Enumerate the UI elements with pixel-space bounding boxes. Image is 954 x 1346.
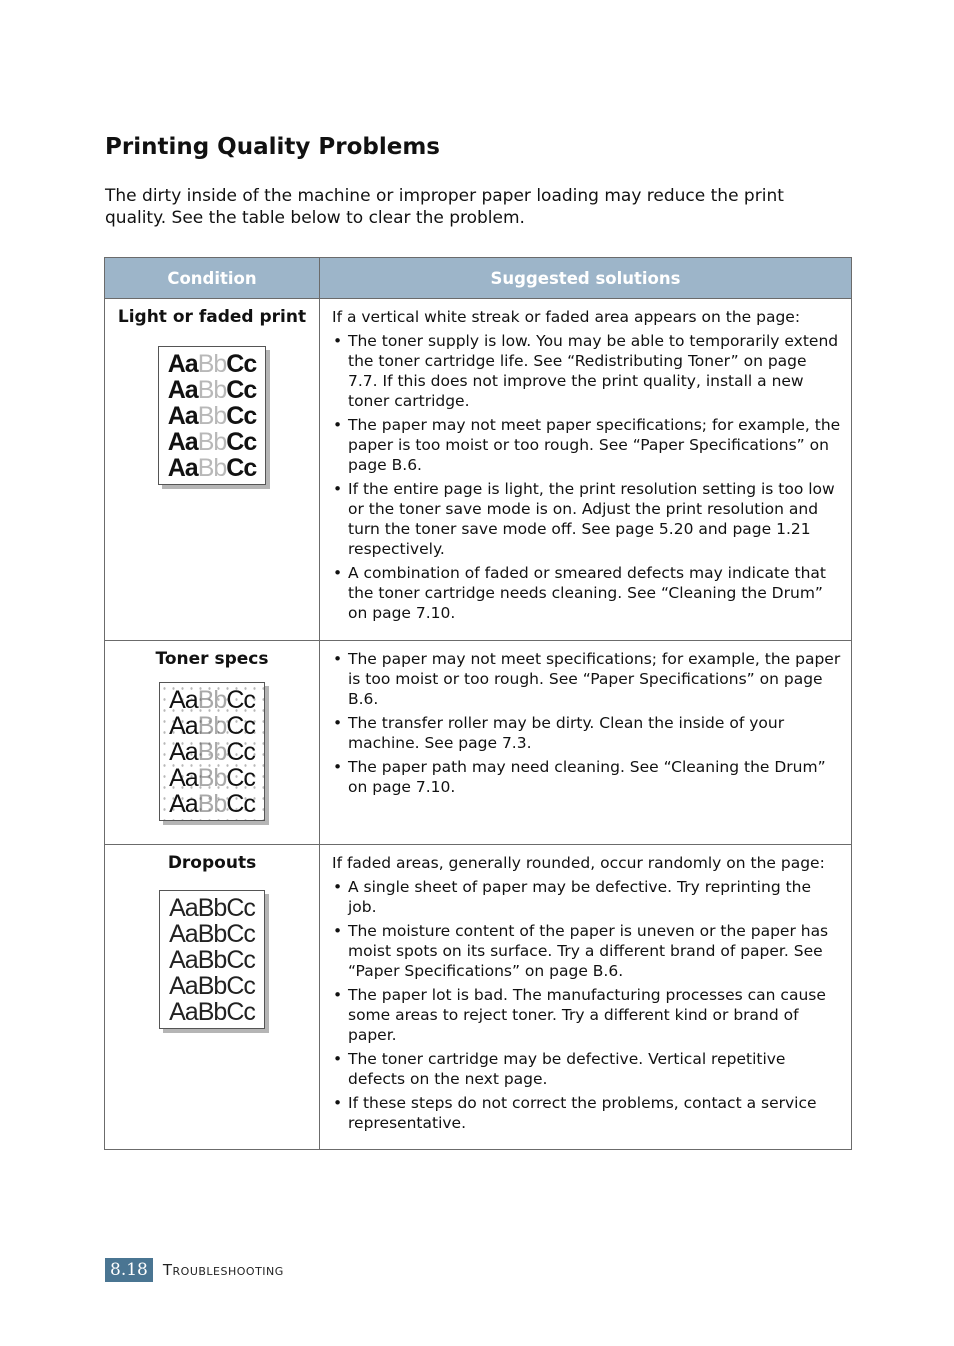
sample-line: AaBbCc xyxy=(167,376,257,404)
solutions-cell xyxy=(320,641,852,845)
solution-lead: If a vertical white streak or faded area appears on the page: xyxy=(332,308,801,326)
sample-line: AaBbCc xyxy=(169,764,255,792)
list-item: • A single sheet of paper may be defective. Try reprinting the job. xyxy=(332,877,841,917)
table-header-row xyxy=(105,258,852,299)
solutions-cell xyxy=(320,845,852,1150)
list-item: • If the entire page is light, the print resolution setting is too low or the toner save mode is on. Adjust the print resolution and turn the toner save mode off. See page 5.20 and page 1.21 respectively. xyxy=(332,479,841,559)
list-item: • The paper may not meet paper specifications; for example, the paper is too moist or too rough. See “Paper Specifications” on page B.6. xyxy=(332,415,841,475)
solutions-cell xyxy=(320,299,852,641)
page-number-badge: 8.18 xyxy=(105,1258,153,1282)
list-item: • The paper may not meet specifications; for example, the paper is too moist or too rough. See “Paper Specifications” on page B.6. xyxy=(332,649,841,709)
header-condition: Condition xyxy=(105,258,320,299)
list-item: • The moisture content of the paper is uneven or the paper has moist spots on its surface. Try a different brand of paper. See “Paper Specifications” on page B.6. xyxy=(332,921,841,981)
list-item: • The transfer roller may be dirty. Clean the inside of your machine. See page 7.3. xyxy=(332,713,841,753)
faded-print-sample xyxy=(158,346,267,485)
condition-cell xyxy=(105,299,320,641)
sample-line: AaBbCc xyxy=(169,686,255,714)
solution-list xyxy=(332,649,841,797)
sample-line: AaBbCc xyxy=(167,350,257,378)
condition-cell xyxy=(105,845,320,1150)
sample-line: AaBbCc xyxy=(169,920,255,948)
page-footer xyxy=(105,1258,284,1282)
sample-line: AaBbCc xyxy=(167,402,257,430)
sample-line: AaBbCc xyxy=(169,972,255,1000)
sample-line: AaBbCc xyxy=(169,790,255,818)
list-item: • The toner supply is low. You may be able to temporarily extend the toner cartridge life. See “Redistributing Toner” on page 7.7. If this does not improve the print quality, install a new toner cartridge. xyxy=(332,331,841,411)
dropouts-sample xyxy=(159,890,265,1029)
list-item: • The toner cartridge may be defective. Vertical repetitive defects on the next page. xyxy=(332,1049,841,1089)
condition-cell xyxy=(105,641,320,845)
sample-line: AaBbCc xyxy=(167,428,257,456)
condition-label: Light or faded print xyxy=(117,307,307,327)
toner-specs-sample xyxy=(159,682,265,821)
page-title: Printing Quality Problems xyxy=(105,134,440,160)
sample-line: AaBbCc xyxy=(167,454,257,482)
sample-line: AaBbCc xyxy=(169,738,255,766)
header-solutions: Suggested solutions xyxy=(320,258,852,299)
sample-line: AaBbCc xyxy=(169,998,255,1026)
table-row xyxy=(105,845,852,1150)
sample-line: AaBbCc xyxy=(169,894,255,922)
list-item: • If these steps do not correct the problems, contact a service representative. xyxy=(332,1093,841,1133)
list-item: • A combination of faded or smeared defects may indicate that the toner cartridge needs cleaning. See “Cleaning the Drum” on page 7.10. xyxy=(332,563,841,623)
section-name: Troubleshooting xyxy=(162,1261,284,1279)
list-item: • The paper lot is bad. The manufacturing processes can cause some areas to reject toner. Try a different kind or brand of paper. xyxy=(332,985,841,1045)
table-row xyxy=(105,299,852,641)
table-row xyxy=(105,641,852,845)
solution-list xyxy=(332,331,841,623)
list-item: • The paper path may need cleaning. See “Cleaning the Drum” on page 7.10. xyxy=(332,757,841,797)
solution-list xyxy=(332,877,841,1133)
solution-lead: If faded areas, generally rounded, occur randomly on the page: xyxy=(332,854,825,872)
sample-line: AaBbCc xyxy=(169,946,255,974)
condition-label: Toner specs xyxy=(155,649,269,669)
sample-line: AaBbCc xyxy=(169,712,255,740)
condition-label: Dropouts xyxy=(167,853,257,873)
quality-problems-table xyxy=(104,257,852,1150)
intro-paragraph: The dirty inside of the machine or improper paper loading may reduce the print quality. See the table below to clear the problem. xyxy=(105,186,784,228)
